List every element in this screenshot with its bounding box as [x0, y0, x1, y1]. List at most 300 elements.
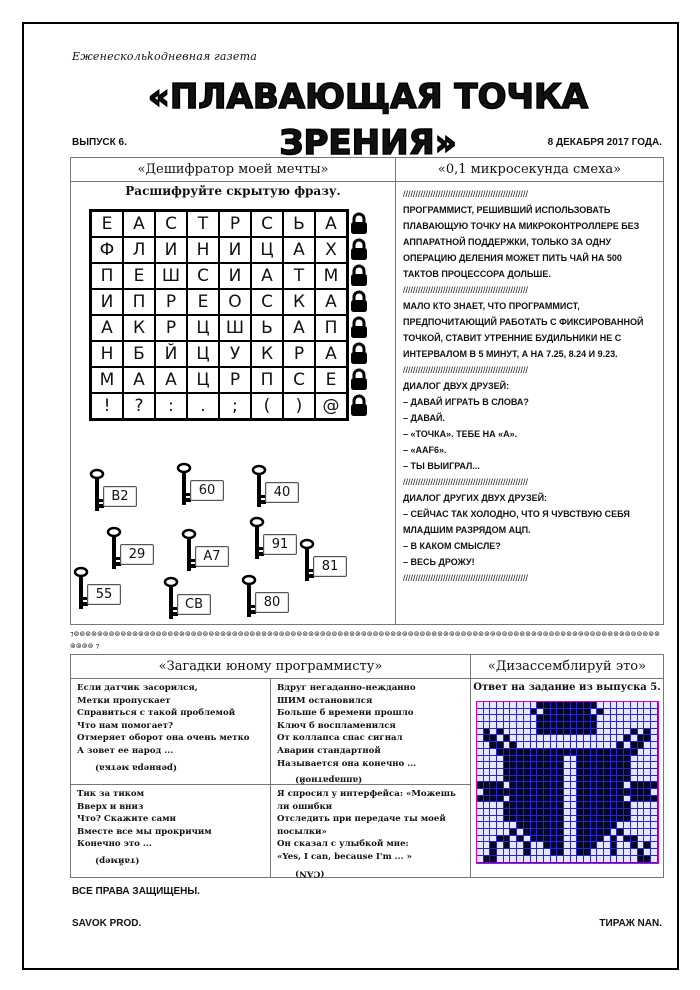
pixel-empty — [484, 822, 491, 829]
pixel-filled — [510, 756, 517, 763]
disasm-answer-title: Ответ на задание из выпуска 5. — [473, 682, 661, 693]
pixel-empty — [651, 822, 658, 829]
pixel-empty — [490, 722, 497, 729]
pixel-filled — [531, 822, 538, 829]
pixel-filled — [544, 836, 551, 843]
pixel-empty — [551, 742, 558, 749]
cipher-letter: Н — [186, 236, 220, 264]
pixel-filled — [510, 749, 517, 756]
pixel-empty — [531, 856, 538, 863]
pixel-filled — [557, 702, 564, 709]
pixel-filled — [531, 749, 538, 756]
pixel-filled — [577, 715, 584, 722]
pixel-empty — [604, 842, 611, 849]
cipher-letter: Ф — [90, 236, 124, 264]
pixel-filled — [544, 715, 551, 722]
pixel-filled — [510, 796, 517, 803]
pixel-empty — [510, 849, 517, 856]
key-code: A7 — [195, 546, 229, 567]
pixel-filled — [524, 849, 531, 856]
pixel-filled — [617, 762, 624, 769]
pixel-empty — [611, 742, 618, 749]
pixel-filled — [584, 769, 591, 776]
pixel-empty — [504, 822, 511, 829]
pixel-filled — [544, 796, 551, 803]
pixel-filled — [524, 816, 531, 823]
cipher-letter: А — [250, 262, 284, 290]
key-code: 40 — [265, 482, 299, 503]
pixel-empty — [644, 822, 651, 829]
pixel-filled — [557, 729, 564, 736]
pixel-filled — [510, 802, 517, 809]
joke-line: ДИАЛОГ ДРУГИХ ДВУХ ДРУЗЕЙ: — [403, 493, 548, 503]
pixel-empty — [571, 769, 578, 776]
pixel-empty — [631, 849, 638, 856]
pixel-filled — [564, 709, 571, 716]
pixel-empty — [564, 796, 571, 803]
pixel-filled — [638, 789, 645, 796]
pixel-filled — [531, 709, 538, 716]
pixel-filled — [584, 762, 591, 769]
riddle-line: Справиться с такой проблемой — [77, 708, 236, 719]
pixel-filled — [531, 802, 538, 809]
pixel-filled — [504, 749, 511, 756]
pixel-empty — [631, 829, 638, 836]
pixel-filled — [517, 749, 524, 756]
cipher-letter: С — [250, 210, 284, 238]
pixel-filled — [557, 709, 564, 716]
pixel-empty — [490, 762, 497, 769]
pixel-filled — [611, 762, 618, 769]
pixel-filled — [604, 776, 611, 783]
pixel-empty — [537, 849, 544, 856]
pixel-filled — [544, 809, 551, 816]
pixel-filled — [624, 802, 631, 809]
pixel-filled — [537, 822, 544, 829]
pixel-empty — [510, 709, 517, 716]
pixel-empty — [564, 776, 571, 783]
pixel-filled — [617, 809, 624, 816]
pixel-empty — [484, 762, 491, 769]
pixel-filled — [517, 776, 524, 783]
pixel-empty — [591, 709, 598, 716]
pixel-filled — [490, 742, 497, 749]
pixel-filled — [551, 802, 558, 809]
pixel-empty — [631, 762, 638, 769]
pixel-filled — [577, 722, 584, 729]
pixel-filled — [611, 842, 618, 849]
pixel-filled — [551, 782, 558, 789]
padlock-icon — [349, 211, 369, 237]
pixel-empty — [544, 856, 551, 863]
pixel-filled — [597, 789, 604, 796]
pixel-filled — [604, 816, 611, 823]
pixel-filled — [611, 789, 618, 796]
cipher-letter: П — [90, 262, 124, 290]
cipher-letter: Ц — [250, 236, 284, 264]
pixel-filled — [524, 789, 531, 796]
pixel-empty — [644, 709, 651, 716]
pixel-filled — [591, 762, 598, 769]
pixel-empty — [644, 756, 651, 763]
pixel-filled — [537, 782, 544, 789]
pixel-empty — [604, 742, 611, 749]
riddle-line: ШИМ остановился — [277, 695, 373, 706]
pixel-empty — [611, 735, 618, 742]
pixel-empty — [571, 782, 578, 789]
pixel-empty — [484, 742, 491, 749]
pixel-filled — [624, 809, 631, 816]
riddle-line: «Yes, I can, because I'm ... » — [277, 851, 412, 862]
pixel-filled — [604, 789, 611, 796]
pixel-empty — [638, 722, 645, 729]
pixel-empty — [537, 709, 544, 716]
cipher-letter: Ц — [186, 314, 220, 342]
pixel-empty — [638, 842, 645, 849]
pixel-filled — [571, 722, 578, 729]
pixel-filled — [631, 742, 638, 749]
key-tag — [163, 577, 211, 625]
pixel-filled — [597, 769, 604, 776]
pixel-filled — [644, 842, 651, 849]
riddle-line: Ключ б воспламенился — [277, 720, 396, 731]
pixel-empty — [631, 776, 638, 783]
pixel-filled — [597, 796, 604, 803]
pixel-empty — [617, 702, 624, 709]
disasm-header — [471, 655, 663, 679]
pixel-empty — [510, 702, 517, 709]
cipher-letter: : — [154, 392, 188, 420]
pixel-filled — [604, 756, 611, 763]
pixel-empty — [490, 709, 497, 716]
pixel-empty — [638, 762, 645, 769]
pixel-filled — [577, 849, 584, 856]
cipher-letter: С — [154, 210, 188, 238]
newspaper-subtitle: Еженескольkодневная газета — [72, 50, 257, 63]
pixel-empty — [497, 709, 504, 716]
pixel-filled — [551, 842, 558, 849]
riddles-header — [71, 655, 471, 679]
pixel-filled — [537, 702, 544, 709]
pixel-filled — [584, 749, 591, 756]
pixel-empty — [490, 729, 497, 736]
pixel-empty — [490, 702, 497, 709]
cipher-letter: ) — [282, 392, 316, 420]
pixel-filled — [504, 809, 511, 816]
pixel-filled — [544, 722, 551, 729]
pixel-filled — [551, 729, 558, 736]
pixel-filled — [577, 749, 584, 756]
pixel-empty — [617, 735, 624, 742]
pixel-empty — [617, 722, 624, 729]
pixel-empty — [617, 842, 624, 849]
pixel-filled — [591, 776, 598, 783]
cipher-letter: Р — [218, 210, 252, 238]
pixel-empty — [624, 829, 631, 836]
cipher-hint: Расшифруйте скрытую фразу. — [125, 184, 341, 198]
cipher-letter: И — [218, 262, 252, 290]
footer-producer: SAVOK PROD. — [72, 918, 142, 929]
pixel-filled — [597, 802, 604, 809]
cipher-letter: Б — [122, 340, 156, 368]
pixel-empty — [611, 856, 618, 863]
pixel-filled — [591, 789, 598, 796]
cipher-letter: А — [122, 366, 156, 394]
pixel-filled — [624, 816, 631, 823]
pixel-empty — [510, 735, 517, 742]
pixel-filled — [551, 776, 558, 783]
pixel-empty — [484, 829, 491, 836]
pixel-filled — [490, 796, 497, 803]
pixel-filled — [597, 809, 604, 816]
pixel-filled — [577, 796, 584, 803]
pixel-filled — [544, 816, 551, 823]
cipher-letter: И — [154, 236, 188, 264]
pixel-filled — [584, 836, 591, 843]
pixel-empty — [564, 829, 571, 836]
key-code: 91 — [263, 534, 297, 555]
pixel-empty — [571, 796, 578, 803]
padlock-icon — [349, 289, 369, 315]
pixel-empty — [490, 802, 497, 809]
pixel-filled — [557, 769, 564, 776]
pixel-filled — [571, 729, 578, 736]
pixel-filled — [584, 842, 591, 849]
pixel-filled — [591, 715, 598, 722]
pixel-empty — [504, 782, 511, 789]
disasm-section — [471, 679, 663, 877]
pixel-empty — [564, 802, 571, 809]
pixel-empty — [624, 796, 631, 803]
cipher-letter: М — [314, 262, 348, 290]
pixel-empty — [497, 829, 504, 836]
riddle-line: Что? Скажите сами — [77, 814, 177, 825]
pixel-filled — [497, 836, 504, 843]
pixel-filled — [591, 756, 598, 763]
pixel-filled — [611, 756, 618, 763]
pixel-empty — [624, 782, 631, 789]
pixel-filled — [517, 836, 524, 843]
pixel-filled — [631, 749, 638, 756]
pixel-empty — [484, 769, 491, 776]
pixel-filled — [577, 709, 584, 716]
pixel-filled — [617, 742, 624, 749]
issue-number: ВЫПУСК 6. — [72, 137, 127, 148]
pixel-empty — [571, 842, 578, 849]
pixel-filled — [617, 769, 624, 776]
pixel-empty — [531, 849, 538, 856]
cipher-letter: С — [186, 262, 220, 290]
pixel-empty — [537, 735, 544, 742]
pixel-empty — [617, 849, 624, 856]
pixel-empty — [624, 822, 631, 829]
pixel-empty — [497, 722, 504, 729]
pixel-filled — [584, 796, 591, 803]
pixel-empty — [651, 776, 658, 783]
pixel-empty — [477, 702, 484, 709]
cipher-letter: Ц — [186, 340, 220, 368]
pixel-filled — [631, 842, 638, 849]
pixel-filled — [638, 796, 645, 803]
pixel-filled — [584, 789, 591, 796]
pixel-empty — [651, 829, 658, 836]
pixel-filled — [617, 789, 624, 796]
pixel-filled — [477, 796, 484, 803]
pixel-filled — [604, 822, 611, 829]
cipher-letter: К — [282, 288, 316, 316]
pixel-empty — [644, 722, 651, 729]
pixel-empty — [497, 702, 504, 709]
pixel-empty — [604, 735, 611, 742]
pixel-filled — [544, 749, 551, 756]
pixel-filled — [577, 829, 584, 836]
pixel-empty — [624, 842, 631, 849]
pixel-empty — [537, 856, 544, 863]
pixel-empty — [651, 762, 658, 769]
keys-area — [71, 457, 391, 622]
pixel-empty — [484, 702, 491, 709]
pixel-filled — [484, 729, 491, 736]
joke-line: – «ТОЧКА». ТЕБЕ НА «А». — [403, 429, 518, 439]
riddle-line: А зовет ее народ ... — [77, 745, 174, 756]
pixel-empty — [497, 802, 504, 809]
pixel-empty — [517, 856, 524, 863]
pixel-filled — [584, 849, 591, 856]
pixel-filled — [591, 702, 598, 709]
pixel-filled — [557, 816, 564, 823]
pixel-empty — [524, 729, 531, 736]
riddle-line: Отследить при передаче ты моей посылки» — [277, 814, 446, 837]
pixel-empty — [571, 742, 578, 749]
pixel-empty — [490, 822, 497, 829]
pixel-empty — [584, 735, 591, 742]
pixel-filled — [537, 829, 544, 836]
cipher-letter: @ — [314, 392, 348, 420]
pixel-filled — [597, 836, 604, 843]
pixel-filled — [617, 796, 624, 803]
pixel-filled — [591, 822, 598, 829]
pixel-filled — [531, 782, 538, 789]
cipher-letter: Т — [282, 262, 316, 290]
pixel-filled — [537, 722, 544, 729]
pixel-filled — [517, 769, 524, 776]
pixel-filled — [591, 829, 598, 836]
pixel-empty — [604, 715, 611, 722]
pixel-filled — [517, 762, 524, 769]
pixel-filled — [484, 789, 491, 796]
pixel-filled — [544, 702, 551, 709]
cipher-letter: С — [250, 288, 284, 316]
pixel-empty — [597, 702, 604, 709]
pixel-filled — [611, 796, 618, 803]
pixel-filled — [531, 769, 538, 776]
pixel-empty — [597, 742, 604, 749]
cipher-letter: Е — [186, 288, 220, 316]
pixel-filled — [510, 816, 517, 823]
pixel-filled — [551, 816, 558, 823]
pixel-filled — [611, 769, 618, 776]
pixel-filled — [604, 829, 611, 836]
pixel-empty — [564, 735, 571, 742]
riddle-item — [71, 785, 271, 877]
key-code: 60 — [190, 480, 224, 501]
pixel-filled — [544, 729, 551, 736]
pixel-empty — [531, 742, 538, 749]
pixel-filled — [497, 782, 504, 789]
pixel-filled — [510, 762, 517, 769]
key-code: CB — [177, 594, 211, 615]
pixel-filled — [537, 776, 544, 783]
padlock-icon — [349, 315, 369, 341]
pixel-filled — [544, 829, 551, 836]
pixel-filled — [584, 715, 591, 722]
riddle-line: От коллапса спас сигнал — [277, 733, 403, 744]
pixel-filled — [584, 776, 591, 783]
pixel-empty — [477, 722, 484, 729]
pixel-empty — [638, 715, 645, 722]
pixel-empty — [557, 735, 564, 742]
pixel-filled — [591, 722, 598, 729]
pixel-filled — [591, 802, 598, 809]
pixel-filled — [644, 789, 651, 796]
pixel-filled — [490, 789, 497, 796]
cipher-header — [71, 158, 396, 182]
pixel-empty — [510, 842, 517, 849]
pixel-empty — [524, 715, 531, 722]
pixel-filled — [597, 822, 604, 829]
pixel-filled — [551, 796, 558, 803]
pixel-empty — [484, 809, 491, 816]
cipher-letter: О — [218, 288, 252, 316]
riddle-line: Отмеряет оборот она очень метко — [77, 733, 250, 744]
pixel-filled — [531, 756, 538, 763]
pixel-filled — [544, 822, 551, 829]
pixel-empty — [504, 849, 511, 856]
cipher-letter: А — [314, 210, 348, 238]
riddle-line: Называется она конечно ... — [277, 758, 417, 769]
pixel-filled — [631, 729, 638, 736]
cipher-letter: А — [282, 314, 316, 342]
pixel-filled — [651, 782, 658, 789]
pixel-empty — [617, 836, 624, 843]
pixel-empty — [497, 776, 504, 783]
pixel-filled — [597, 756, 604, 763]
key-tag — [176, 463, 224, 511]
pixel-filled — [544, 842, 551, 849]
key-tag — [249, 517, 297, 565]
pixel-empty — [524, 856, 531, 863]
pixel-filled — [571, 715, 578, 722]
riddles-title: «Загадки юному программисту» — [158, 659, 383, 674]
padlock-icon — [349, 263, 369, 289]
pixel-filled — [531, 809, 538, 816]
cipher-letter: А — [314, 340, 348, 368]
pixel-empty — [638, 802, 645, 809]
cipher-letter: М — [90, 366, 124, 394]
pixel-filled — [551, 769, 558, 776]
cipher-letter: Р — [154, 314, 188, 342]
pixel-filled — [537, 769, 544, 776]
pixel-empty — [631, 715, 638, 722]
pixel-empty — [544, 742, 551, 749]
cipher-letter: И — [90, 288, 124, 316]
pixel-empty — [651, 709, 658, 716]
pixel-empty — [517, 715, 524, 722]
pixel-empty — [510, 822, 517, 829]
bottom-section — [70, 654, 664, 878]
pixel-empty — [571, 756, 578, 763]
pixel-empty — [557, 742, 564, 749]
